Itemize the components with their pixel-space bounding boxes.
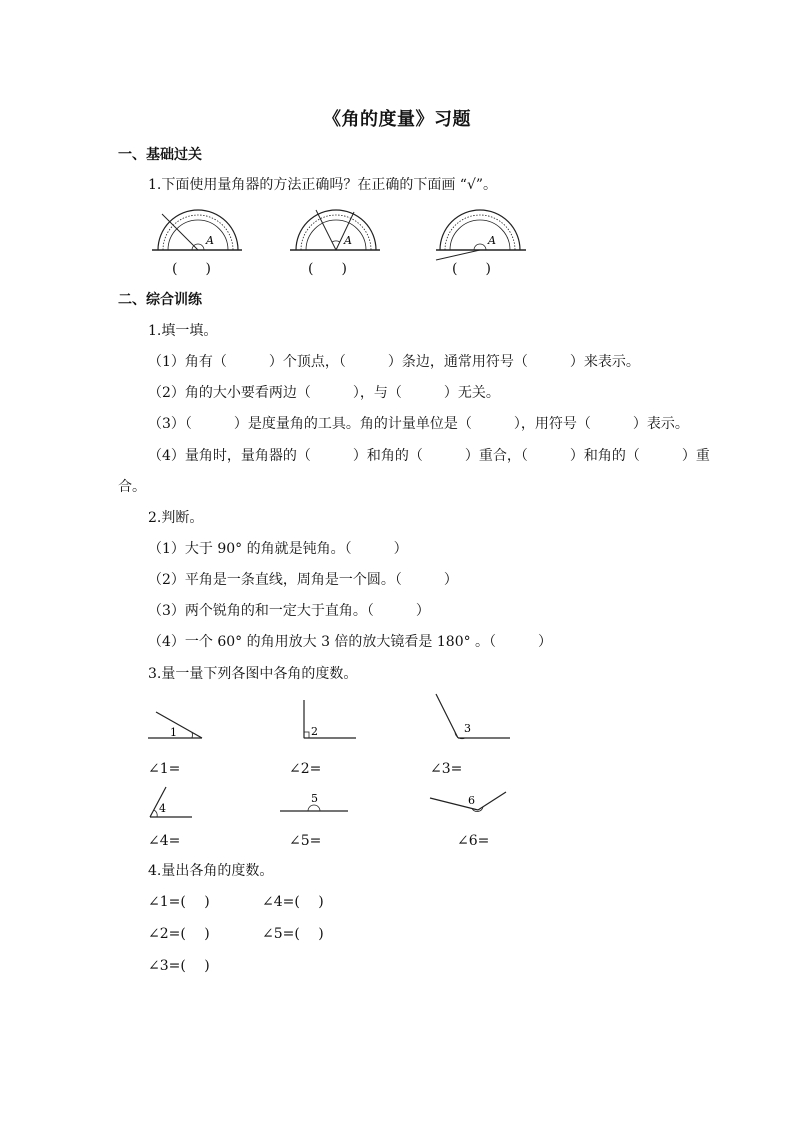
fill-item-2: （2）角的大小要看两边（ ），与（ ）无关。 [148, 385, 500, 401]
angle-number-1: 1 [170, 726, 177, 739]
measure-title: 3.量一量下列各图中各角的度数。 [148, 666, 358, 682]
measure2-item-5: ∠5=( ) [262, 926, 324, 942]
angle-label-2: ∠2= [289, 761, 322, 777]
angle-number-3: 3 [464, 722, 471, 735]
protractor-figure-2 [288, 206, 388, 258]
fill-item-4-cont: 合。 [118, 479, 146, 495]
angle-number-4: 4 [159, 802, 166, 815]
section1-heading: 一、基础过关 [118, 147, 202, 163]
angle-label-5: ∠5= [289, 833, 322, 849]
angle-label-1: ∠1= [148, 761, 181, 777]
protractor-label: A [488, 234, 496, 247]
angle-figure-4 [146, 787, 196, 821]
angle-figure-6 [428, 788, 510, 816]
judge-item-1: （1）大于 90° 的角就是钝角。（ ） [148, 541, 408, 557]
angle-label-4: ∠4= [148, 833, 181, 849]
q1-text: 1.下面使用量角器的方法正确吗？在正确的下面画 “√”。 [148, 177, 498, 193]
judge-item-2: （2）平角是一条直线，周角是一个圆。（ ） [148, 572, 458, 588]
measure2-item-1: ∠1=( ) [148, 894, 210, 910]
angle-figure-3 [432, 692, 512, 742]
answer-paren-1: ( ) [172, 261, 211, 277]
page-title: 《角的度量》习题 [323, 109, 471, 130]
fill-item-4: （4）量角时，量角器的（ ）和角的（ ）重合，（ ）和角的（ ）重 [148, 448, 710, 464]
fill-title: 1.填一填。 [148, 323, 218, 339]
answer-paren-2: ( ) [308, 261, 347, 277]
angle-number-5: 5 [311, 792, 318, 805]
measure2-item-3: ∠3=( ) [148, 958, 210, 974]
fill-item-3: （3）（ ）是度量角的工具。角的计量单位是（ ），用符号（ ）表示。 [148, 416, 689, 432]
angle-figure-2 [300, 700, 360, 742]
protractor-figure-1 [150, 206, 250, 258]
judge-item-3: （3）两个锐角的和一定大于直角。（ ） [148, 603, 430, 619]
measure2-title: 4.量出各角的度数。 [148, 863, 274, 879]
answer-paren-3: ( ) [452, 261, 491, 277]
protractor-label: A [344, 234, 352, 247]
fill-item-1: （1）角有（ ）个顶点，（ ）条边，通常用符号（ ）来表示。 [148, 354, 640, 370]
angle-label-3: ∠3= [430, 761, 463, 777]
angle-number-6: 6 [468, 794, 475, 807]
angle-label-6: ∠6= [457, 833, 490, 849]
measure2-item-4: ∠4=( ) [262, 894, 324, 910]
protractor-label: A [206, 234, 214, 247]
protractor-figure-3 [432, 206, 532, 266]
angle-figure-5 [280, 792, 350, 814]
angle-figure-1 [146, 704, 206, 740]
judge-item-4: （4）一个 60° 的角用放大 3 倍的放大镜看是 180° 。（ ） [148, 634, 553, 650]
section2-heading: 二、综合训练 [118, 292, 202, 308]
angle-number-2: 2 [311, 725, 318, 738]
judge-title: 2.判断。 [148, 510, 204, 526]
measure2-item-2: ∠2=( ) [148, 926, 210, 942]
